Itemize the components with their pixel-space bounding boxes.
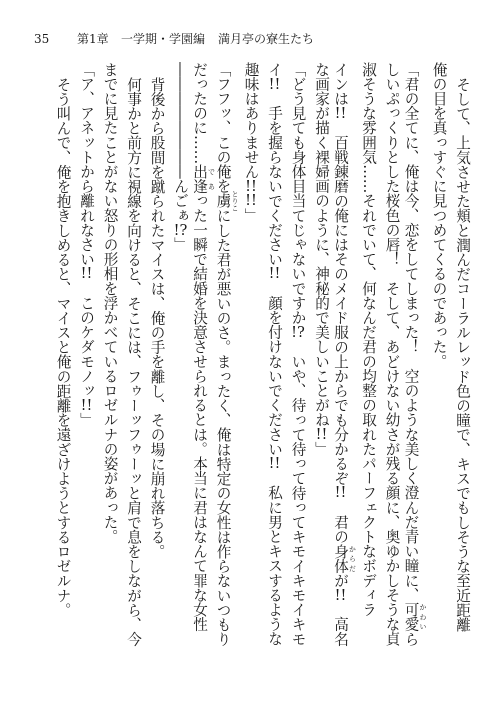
chapter-title: 満月亭の寮生たち [218, 32, 315, 46]
ruby-reading: かわい [419, 602, 427, 632]
ruby-reading: からだ [348, 543, 357, 573]
text-segment: が!! 高名 [332, 573, 349, 647]
ruby-reading: であ [207, 164, 216, 194]
tate-chu-yoko: !! [315, 427, 328, 442]
text-line: 「ア、アネットから離れなさい!! このケダモノッ!!」 [78, 62, 95, 428]
text-line: 何事かと前方に視線を向けると、そこには、フゥーッフゥーッと肩で息をしながら、今 [125, 76, 142, 646]
tate-chu-yoko: !! [268, 456, 281, 471]
ruby-word [214, 190, 239, 212]
text-line: 背後から股間を蹴られたマイスは、俺の手を離し、その場に崩れ落ちる。 [148, 76, 166, 559]
tate-chu-yoko: !! [245, 193, 257, 208]
text-line: そう叫んで、俺を抱きしめると、マイスと俺の距離を遠ざけようとするロゼルナ。 [54, 76, 72, 617]
text-line [216, 62, 240, 652]
vertical-text-body [51, 62, 474, 652]
text-segment: だったのに…… [191, 62, 208, 165]
text-segment: った一瞬で結婚を決意させられるとは。本当に君はなんて罪な女性 [191, 193, 208, 632]
text-line [333, 62, 357, 652]
ruby-word [332, 543, 357, 574]
text-segment: インは!! 百戦錬磨の俺にはそのメイド服の上からでも分かるぞ!! 君の [332, 62, 349, 544]
ruby-base: 出逢 [191, 164, 208, 194]
text-line: 「どう見ても身体目当てじゃないですか!? いや、待って待って待ってキモイキモイキモ [289, 62, 307, 647]
tate-chu-yoko: !! [334, 105, 347, 121]
ruby-reading: とりこ [231, 190, 239, 212]
text-line: な画家が描く裸婦画のように、神秘的で美しいことがね!!」 [313, 62, 330, 457]
tate-chu-yoko: !? [173, 222, 188, 238]
text-line: までに見たことがない怒りの形相を浮かべているロゼルナの姿があった。 [101, 62, 119, 544]
tate-chu-yoko: !! [80, 397, 93, 413]
text-segment: 「君の全てに、俺は今、恋をしてしまった！ 空のような美しく澄んだ青い瞳に、 [402, 62, 420, 603]
text-line [404, 62, 428, 652]
text-line: そして、上気させた頬と潤んだコーラルレッド色の瞳で、キスでもしそうな至近距離 [454, 76, 471, 632]
ruby-word [402, 602, 427, 632]
running-header [0, 30, 500, 48]
text-line: 趣味はありません!!!!」 [242, 62, 260, 223]
tate-chu-yoko: !? [291, 324, 305, 340]
text-line: しいぷっくりとした桜色の唇！ そして、あどけない幼さが残る顔に、奥ゆかしそうな貞 [383, 62, 401, 646]
text-segment: ら [402, 631, 420, 647]
ruby-word [191, 164, 216, 194]
ruby-base: 虜 [214, 190, 232, 212]
tate-chu-yoko: !! [334, 485, 347, 500]
section-label: 一学期・学園編 [121, 32, 206, 46]
tate-chu-yoko: !! [268, 266, 281, 281]
text-line: イ!! 手を握らないでください!! 顔を付けないでください!! 私に男とキスするような [266, 62, 283, 646]
text-segment: 「フフッ、この俺を [214, 62, 232, 194]
ruby-base: 可愛 [402, 602, 420, 632]
tate-chu-yoko: !! [80, 266, 93, 281]
tate-chu-yoko: !! [334, 587, 347, 603]
ruby-base: 身体 [332, 543, 349, 574]
tate-chu-yoko: !! [268, 76, 281, 92]
text-line: 俺の目を真っすぐに見つめてくるのであった。 [430, 62, 448, 369]
text-segment: にした君が悪いのさ。まったく、俺は特定の女性は作らないつもり [214, 208, 232, 647]
page-number: 35 [34, 32, 50, 46]
tate-chu-yoko: !! [245, 178, 257, 194]
chapter-label: 第1章 [77, 32, 109, 46]
text-line: 淑そうな雰囲気……それでいて、何なんだ君の均整の取れたパーフェクトなボディラ [360, 62, 377, 617]
text-line: ――――――――んごぁ!?」 [172, 62, 189, 252]
